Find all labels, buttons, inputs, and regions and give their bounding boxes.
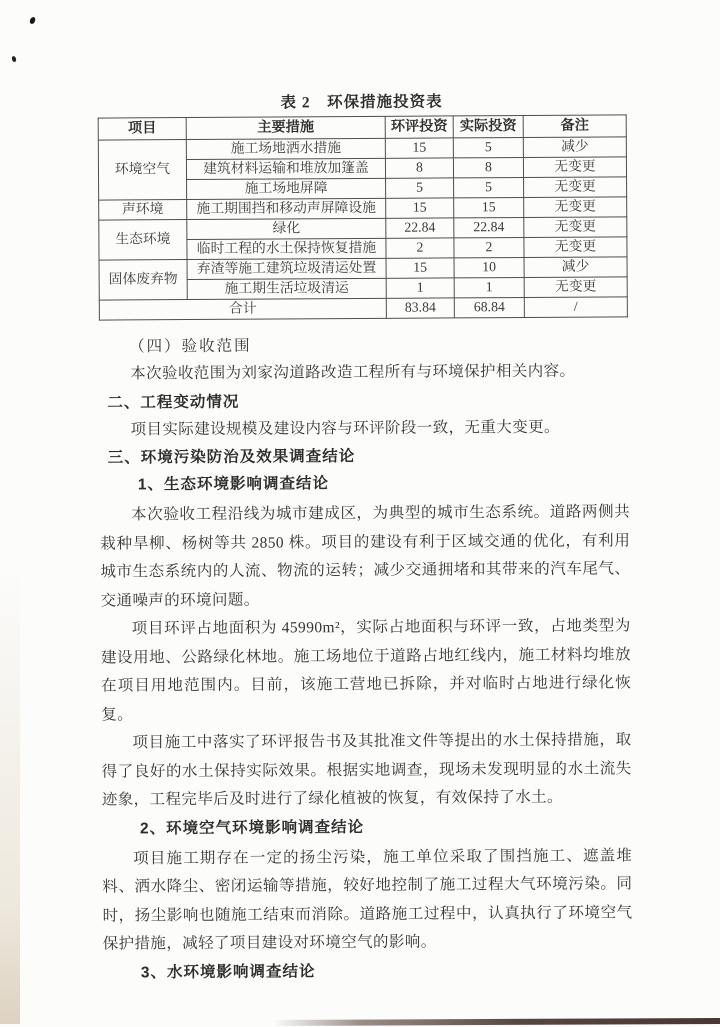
cell-note: 无变更 [524, 217, 627, 238]
cell-measure: 绿化 [187, 218, 386, 239]
cell-actual: 10 [454, 257, 524, 277]
cell-measure: 建筑材料运输和堆放加篷盖 [186, 158, 385, 179]
header-note: 备注 [523, 115, 626, 138]
paragraph-acceptance-scope: 本次验收范围为刘家沟道路改造工程所有与环境保护相关内容。 [130, 362, 576, 383]
cell-measure: 施工期生活垃圾清运 [187, 278, 386, 299]
category-air: 环境空气 [98, 140, 186, 201]
subheading-water-conclusion: 3、水环境影响调查结论 [140, 962, 316, 981]
table-title: 表 2 环保措施投资表 [280, 93, 443, 112]
cell-measure: 弃渣等施工建筑垃圾清运处置 [187, 258, 386, 279]
cell-measure: 施工期围挡和移动声屏障设施 [187, 198, 386, 219]
header-actual-investment: 实际投资 [453, 115, 523, 137]
paragraph-ecology-1: 本次验收工程沿线为城市建成区，为典型的城市生态系统。道路两侧共栽种旱柳、杨树等共 2850 株。项目的建设有利于区域交通的优化，有利用城市生态系统内的人流、物流的运转；减少交通拥堵和其带来的汽车尾气、交通噪声的环境问题。 [100, 503, 631, 610]
table-header-row [98, 115, 626, 140]
category-ecology: 生态环境 [99, 220, 187, 261]
paragraph-ecology-2: 项目环评占地面积为 45990m²，实际占地面积与环评一致，占地类型为建设用地、公路绿化林地。施工场地位于道路占地红线内，施工材料均堆放在项目用地范围内。目前，该施工营地已拆除，并对临时占地进行绿化恢复。 [100, 617, 632, 724]
cell-eia: 2 [386, 238, 454, 258]
cell-actual: 5 [454, 177, 524, 197]
cell-eia: 15 [386, 198, 454, 218]
header-item: 项目 [98, 118, 186, 141]
document-body [98, 88, 633, 986]
total-actual: 68.84 [454, 297, 524, 317]
cell-actual: 2 [454, 237, 524, 257]
heading-pollution-control: 三、环境污染防治及效果调查结论 [107, 448, 356, 467]
investment-table [98, 114, 628, 320]
cell-note: 减少 [524, 257, 627, 278]
cell-note: 减少 [523, 137, 626, 158]
cell-note: 无变更 [524, 237, 627, 258]
total-label: 合计 [99, 298, 386, 320]
paragraph-project-changes: 项目实际建设规模及建设内容与环评阶段一致，无重大变更。 [130, 418, 560, 438]
cell-measure: 临时工程的水土保持恢复措施 [187, 238, 386, 259]
heading-project-changes: 二、工程变动情况 [107, 393, 240, 412]
document-text [99, 330, 633, 986]
total-eia: 83.84 [386, 298, 454, 318]
cell-actual: 1 [454, 277, 524, 297]
paragraph-ecology-3: 项目施工中落实了环评报告书及其批准文件等提出的水土保持措施，取得了良好的水土保持实际效果。根据实地调查，现场未发现明显的水土流失迹象，工程完毕后及时进行了绿化植被的恢复，有效保持了水土。 [101, 731, 632, 809]
total-note: / [524, 297, 627, 318]
cell-note: 无变更 [523, 157, 626, 178]
header-measure: 主要措施 [186, 116, 385, 139]
table-total-row [99, 297, 627, 320]
cell-note: 无变更 [524, 177, 627, 198]
subheading-air-conclusion: 2、环境空气环境影响调查结论 [139, 818, 365, 837]
heading-acceptance-scope: （四）验收范围 [129, 337, 252, 356]
cell-eia: 5 [386, 178, 454, 198]
cell-eia: 15 [385, 138, 453, 158]
paragraph-air-1: 项目施工期存在一定的扬尘污染，施工单位采取了围挡施工、遮盖堆料、洒水降尘、密闭运输等措施，较好地控制了施工过程大气环境污染。同时，扬尘影响也随施工结束而消除。道路施工过程中，认真执行了环境空气保护措施，减轻了项目建设对环境空气的影响。 [102, 846, 633, 953]
cell-eia: 1 [386, 278, 454, 298]
cell-eia: 8 [385, 158, 453, 178]
header-eia-investment: 环评投资 [385, 116, 453, 138]
cell-note: 无变更 [524, 277, 627, 298]
cell-actual: 22.84 [454, 217, 524, 237]
cell-actual: 15 [454, 197, 524, 217]
cell-note: 无变更 [524, 197, 627, 218]
category-solid-waste: 固体废弃物 [99, 260, 187, 301]
cell-measure: 施工场地屏障 [187, 178, 386, 199]
cell-eia: 15 [386, 258, 454, 278]
cell-actual: 8 [453, 157, 523, 177]
cell-measure: 施工场地洒水措施 [186, 138, 385, 159]
subheading-ecology-conclusion: 1、生态环境影响调查结论 [137, 475, 330, 494]
cell-actual: 5 [453, 137, 523, 157]
cell-eia: 22.84 [386, 218, 454, 238]
category-noise: 声环境 [99, 200, 187, 221]
